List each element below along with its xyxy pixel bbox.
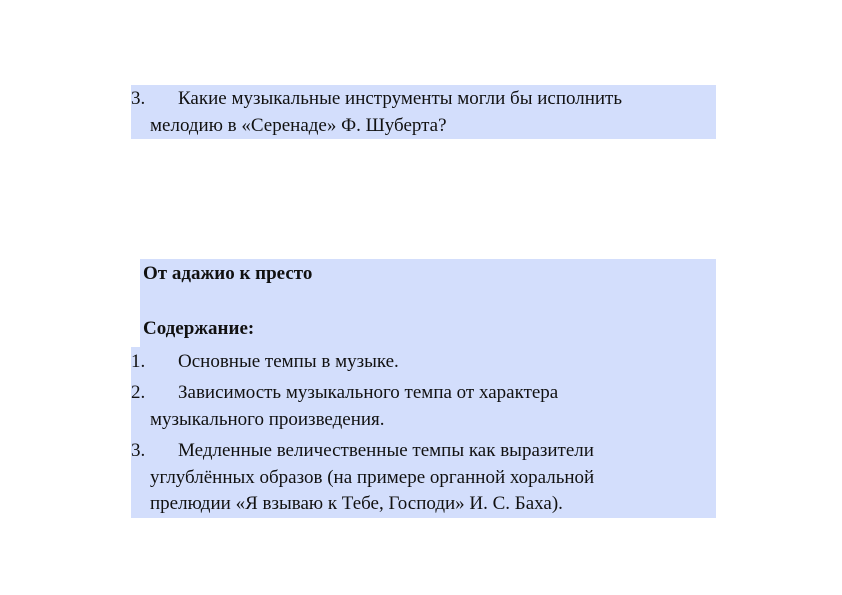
question-number: 3. [131, 88, 146, 109]
section-title: От адажио к престо [143, 263, 313, 284]
question-line-1: Какие музыкальные инструменты могли бы исполнить [178, 88, 623, 109]
list-item-2-line-1: Зависимость музыкального темпа от характера [178, 382, 559, 403]
list-item-3-number: 3. [131, 440, 146, 461]
contents-label: Содержание: [143, 318, 255, 339]
list-item-1-line-1: Основные темпы в музыке. [178, 351, 399, 372]
list-item-2-number: 2. [131, 382, 146, 403]
list-item-3-line-2: углублённых образов (на примере органной хоральной [150, 467, 595, 488]
list-item-2-line-2: музыкального произведения. [150, 409, 385, 430]
list-item-3-line-3: прелюдии «Я взываю к Тебе, Господи» И. С. Баха). [150, 493, 563, 514]
list-item-3-line-1: Медленные величественные темпы как выразители [178, 440, 594, 461]
question-line-2: мелодию в «Серенаде» Ф. Шуберта? [150, 115, 447, 136]
list-item-1-number: 1. [131, 351, 146, 372]
